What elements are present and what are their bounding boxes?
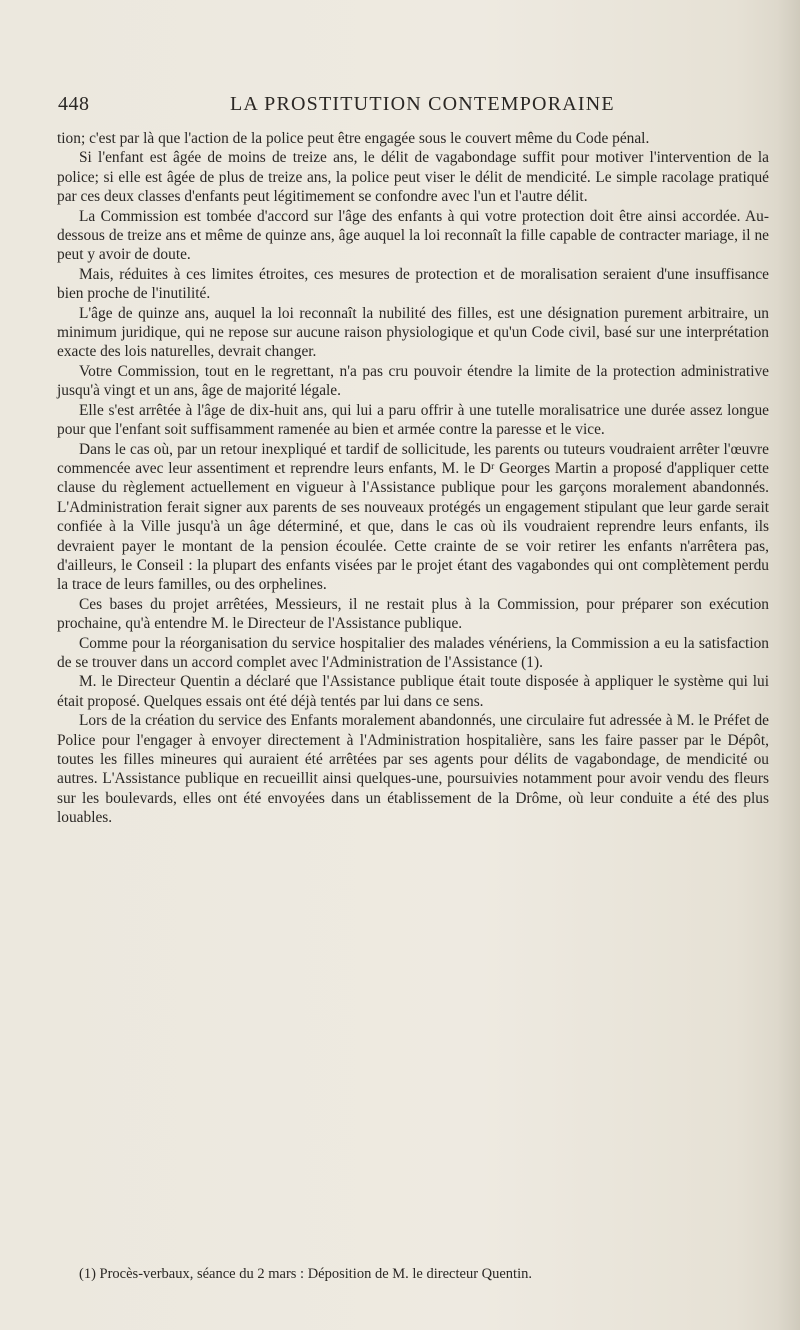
paragraph: Ces bases du projet arrêtées, Messieurs, il ne restait plus à la Commission, pour préparer son exécution prochaine, qu'à entendre M. le Directeur de l'Assistance publique. <box>57 595 769 633</box>
paragraph: L'âge de quinze ans, auquel la loi reconnaît la nubilité des filles, est une désignation purement arbitraire, un minimum juridique, qui ne repose sur aucune raison physiologique et qu'un Code civil, basé sur une interprétation exacte des lois naturelles, devrait changer. <box>57 304 769 361</box>
running-title: LA PROSTITUTION CONTEMPORAINE <box>230 93 615 115</box>
paragraph: tion; c'est par là que l'action de la police peut être engagée sous le couvert même du Code pénal. <box>57 130 650 147</box>
paragraph: Mais, réduites à ces limites étroites, ces mesures de protection et de moralisation seraient d'une insuffisance bien proche de l'inutilité. <box>57 265 769 303</box>
paragraph: Si l'enfant est âgée de moins de treize ans, le délit de vagabondage suffit pour motiver l'intervention de la police; si elle est âgée de plus de treize ans, la police peut viser le délit de mendicité. Le simple racolage pratiqué par ces deux classes d'enfants peut légitimement se confondre avec l'un et l'autre délit. <box>57 149 769 206</box>
paragraph: Dans le cas où, par un retour inexpliqué et tardif de sollicitude, les parents ou tuteurs voudraient arrêter l'œuvre commencée avec leur assentiment et reprendre leurs enfants, M. le Dʳ Georges Martin a proposé d'appliquer cette clause du règlement actuellement en vigueur à l'Assistance publique pour les garçons moralement abandonnés. L'Administration ferait signer aux parents de ses nouveaux protégés un engagement stipulant que leur garde serait confiée à la Ville jusqu'à un âge déterminé, et que, dans le cas où ils voudraient reprendre leurs enfants, ils devraient payer le montant de la pension écoulée. Cette crainte de se voir retirer les enfants n'arrêtera pas, d'ailleurs, le Conseil : la plupart des enfants visées par le projet étant des vagabondes qui ont complètement perdu la trace de leurs familles, ou des orphelines. <box>57 440 769 594</box>
paragraph: Elle s'est arrêtée à l'âge de dix-huit ans, qui lui a paru offrir à une tutelle moralisatrice une durée assez longue pour que l'enfant soit suffisamment ramenée au bien et armée contre la paresse et le vice. <box>57 401 769 439</box>
paragraph: Lors de la création du service des Enfants moralement abandonnés, une circulaire fut adressée à M. le Préfet de Police pour l'engager à envoyer directement à l'Administration hospitalière, sans les faire passer par le Dépôt, toutes les filles mineures qui auraient été arrêtées par ses agents pour délits de vagabondage, de mendicité ou autres. L'Assistance publique en recueillit ainsi quelques-une, poursuivies notamment pour avoir vendu des fleurs sur les boulevards, elles ont été envoyées dans un établissement de la Drôme, où leur conduite a été des plus louables. <box>57 712 769 827</box>
page-edge-shadow <box>778 0 800 1330</box>
footnote: (1) Procès-verbaux, séance du 2 mars : Déposition de M. le directeur Quentin. <box>79 1266 532 1282</box>
body-text <box>57 129 769 828</box>
page-number: 448 <box>58 93 90 115</box>
paragraph: Comme pour la réorganisation du service hospitalier des malades vénériens, la Commission a eu la satisfaction de se trouver dans un accord complet avec l'Administration de l'Assistance (1). <box>57 634 769 671</box>
paragraph: M. le Directeur Quentin a déclaré que l'Assistance publique était toute disposée à appliquer le système qui lui était proposé. Quelques essais ont été déjà tentés par lui dans ce sens. <box>57 673 769 710</box>
page-header <box>55 93 755 121</box>
paragraph: Votre Commission, tout en le regrettant, n'a pas cru pouvoir étendre la limite de la protection administrative jusqu'à vingt et un ans, âge de majorité légale. <box>57 362 769 400</box>
paragraph: La Commission est tombée d'accord sur l'âge des enfants à qui votre protection doit être ainsi accordée. Au-dessous de treize ans et même de quinze ans, âge auquel la loi reconnaît la fille capable de contracter mariage, il ne peut y avoir de doute. <box>57 207 769 264</box>
